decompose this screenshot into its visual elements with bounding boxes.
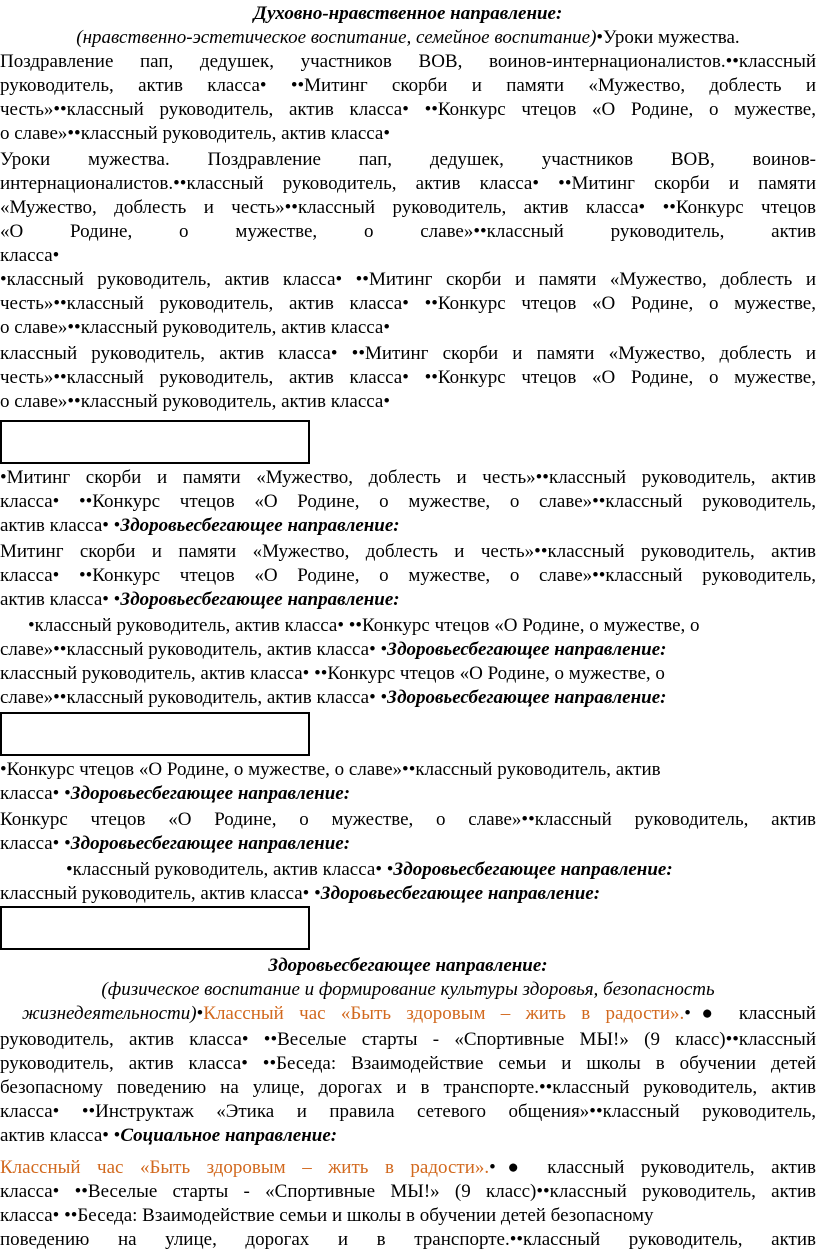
text-segment: Классный час «Быть здоровым – жить в радости». xyxy=(0,1157,490,1178)
text-segment: класса• ••Инструктаж «Этика и правила сетевого общения»••классный руководитель, xyxy=(0,1101,816,1122)
text-segment: Уроки мужества. Поздравление пап, дедушек, участников ВОВ, воинов- xyxy=(0,149,816,170)
text-line xyxy=(28,614,816,638)
text-segment: (нравственно-эстетическое воспитание, семейное воспитание) xyxy=(76,27,597,48)
text-segment: •классный руководитель, актив класса• ••Конкурс чтецов «О Родине, о мужестве, о xyxy=(28,615,700,636)
text-segment: Конкурс чтецов «О Родине, о мужестве, о славе»••классный руководитель, актив xyxy=(0,809,816,830)
text-segment: •классный руководитель, актив класса• • xyxy=(66,859,394,880)
empty-frame xyxy=(0,712,310,756)
text-segment: Здоровьесбегающее направление: xyxy=(320,883,601,904)
text-line xyxy=(0,832,816,856)
text-line xyxy=(0,122,816,146)
text-segment: •● классный xyxy=(684,1003,816,1024)
text-line xyxy=(0,686,816,710)
subheading-health xyxy=(0,978,816,1002)
text-line xyxy=(0,98,816,122)
empty-frame xyxy=(0,906,310,950)
text-line xyxy=(0,540,816,564)
text-line xyxy=(0,808,816,832)
text-segment: Поздравление пап, дедушек, участников ВОВ, воинов-интернационалистов.••классный xyxy=(0,51,816,72)
text-segment: (физическое воспитание и формирование культуры здоровья, безопасность xyxy=(101,979,715,1000)
heading-spiritual xyxy=(0,2,816,26)
text-segment: •Конкурс чтецов «О Родине, о мужестве, о славе»••классный руководитель, актив xyxy=(0,759,661,780)
text-segment: •Митинг скорби и памяти «Мужество, доблесть и честь»••классный руководитель, актив xyxy=(0,467,816,488)
text-segment: безопасному поведению на улице, дорогах и в транспорте.••классный руководитель, актив xyxy=(0,1077,816,1098)
text-line xyxy=(0,490,816,514)
text-line xyxy=(0,1204,816,1228)
text-line xyxy=(0,366,816,390)
text-segment: руководитель, актив класса• ••Митинг скорби и памяти «Мужество, доблесть и xyxy=(0,75,816,96)
text-segment: честь»••классный руководитель, актив класса• ••Конкурс чтецов «О Родине, о мужестве, xyxy=(0,367,816,388)
text-segment: Здоровьесбегающее направление: xyxy=(120,589,400,610)
text-segment: жизнедеятельности) xyxy=(22,1003,197,1024)
text-segment: классный руководитель, актив класса• • xyxy=(0,883,321,904)
text-segment: поведению на улице, дорогах и в транспорте.••классный руководитель, актив xyxy=(0,1229,816,1250)
text-segment: Классный час «Быть здоровым – жить в радости». xyxy=(203,1003,685,1024)
text-line xyxy=(0,466,816,490)
text-segment: Здоровьесбегающее направление: xyxy=(70,833,351,854)
text-segment: класса• • xyxy=(0,833,71,854)
text-line xyxy=(0,244,816,268)
text-line xyxy=(0,782,816,806)
text-line xyxy=(0,220,816,244)
text-line xyxy=(0,662,816,686)
text-line xyxy=(0,342,816,366)
text-segment: Здоровьесбегающее направление: xyxy=(393,859,673,880)
text-line xyxy=(0,1156,816,1180)
text-line xyxy=(0,50,816,74)
text-segment: класса• ••Конкурс чтецов «О Родине, о мужестве, о славе»••классный руководитель, xyxy=(0,565,816,586)
text-segment: о славе»••классный руководитель, актив класса• xyxy=(0,317,391,338)
text-segment: класса• ••Беседа: Взаимодействие семьи и школы в обучении детей безопасному xyxy=(0,1205,654,1226)
text-segment: Здоровьесбегающее направление: xyxy=(387,687,667,708)
text-segment: Здоровьесбегающее направление: xyxy=(268,955,548,976)
text-segment: класса• ••Конкурс чтецов «О Родине, о мужестве, о славе»••классный руководитель, xyxy=(0,491,816,512)
text-segment: актив класса• • xyxy=(0,515,121,536)
empty-frame xyxy=(0,420,310,464)
text-line xyxy=(0,1228,816,1252)
text-line xyxy=(0,758,816,782)
text-line xyxy=(0,882,816,906)
text-segment: Здоровьесбегающее направление: xyxy=(120,515,400,536)
text-segment: классный руководитель, актив класса• ••Конкурс чтецов «О Родине, о мужестве, о xyxy=(0,663,665,684)
text-line xyxy=(0,1052,816,1076)
text-line xyxy=(0,292,816,316)
text-line xyxy=(0,74,816,98)
text-segment: руководитель, актив класса• ••Веселые старты - «Спортивные МЫ!» (9 класс)••классный xyxy=(0,1029,816,1050)
text-segment: •Уроки мужества. xyxy=(596,27,740,48)
text-segment: славе»••классный руководитель, актив класса• • xyxy=(0,639,388,660)
text-line xyxy=(0,316,816,340)
text-segment: класса• ••Веселые старты - «Спортивные МЫ!» (9 класс)••классный руководитель, актив xyxy=(0,1181,816,1202)
text-segment: Духовно-нравственное направление: xyxy=(253,3,563,24)
text-segment: •● классный руководитель, актив xyxy=(489,1157,816,1178)
text-segment: класса• • xyxy=(0,783,71,804)
text-segment: «Мужество, доблесть и честь»••классный руководитель, актив класса• ••Конкурс чтецов xyxy=(0,197,816,218)
text-line xyxy=(0,1100,816,1124)
text-segment: интернационалистов.••классный руководитель, актив класса• ••Митинг скорби и памяти xyxy=(0,173,816,194)
text-segment: Здоровьесбегающее направление: xyxy=(70,783,351,804)
text-line xyxy=(0,514,816,538)
text-segment: славе»••классный руководитель, актив класса• • xyxy=(0,687,388,708)
text-line xyxy=(0,268,816,292)
text-segment: о славе»••классный руководитель, актив класса• xyxy=(0,391,391,412)
text-segment: честь»••классный руководитель, актив класса• ••Конкурс чтецов «О Родине, о мужестве, xyxy=(0,99,816,120)
text-segment: Социальное направление: xyxy=(120,1125,338,1146)
text-segment: актив класса• • xyxy=(0,1125,121,1146)
text-segment: руководитель, актив класса• ••Беседа: Взаимодействие семьи и школы в обучении детей xyxy=(0,1053,816,1074)
text-segment: Здоровьесбегающее направление: xyxy=(387,639,667,660)
text-line xyxy=(0,1180,816,1204)
text-segment: •классный руководитель, актив класса• ••Митинг скорби и памяти «Мужество, доблесть и xyxy=(0,269,816,290)
text-segment: актив класса• • xyxy=(0,589,121,610)
text-line xyxy=(0,1124,816,1148)
text-line xyxy=(0,1028,816,1052)
text-segment: Митинг скорби и памяти «Мужество, доблесть и честь»••классный руководитель, актив xyxy=(0,541,816,562)
text-segment: о славе»••классный руководитель, актив класса• xyxy=(0,123,391,144)
text-line xyxy=(0,588,816,612)
text-segment: • xyxy=(196,1003,204,1024)
text-line xyxy=(66,858,816,882)
text-line xyxy=(0,564,816,588)
text-line xyxy=(0,172,816,196)
subheading-spiritual xyxy=(0,26,816,50)
text-segment: «О Родине, о мужестве, о славе»••классный руководитель, актив xyxy=(0,221,816,242)
text-line xyxy=(0,638,816,662)
text-line xyxy=(0,1076,816,1100)
text-segment: классный руководитель, актив класса• ••Митинг скорби и памяти «Мужество, доблесть и xyxy=(0,343,816,364)
text-line xyxy=(0,390,816,414)
heading-health xyxy=(0,954,816,978)
text-line xyxy=(22,1002,816,1026)
text-segment: честь»••классный руководитель, актив класса• ••Конкурс чтецов «О Родине, о мужестве, xyxy=(0,293,816,314)
text-line xyxy=(0,148,816,172)
text-segment: класса• xyxy=(0,245,60,266)
text-line xyxy=(0,196,816,220)
